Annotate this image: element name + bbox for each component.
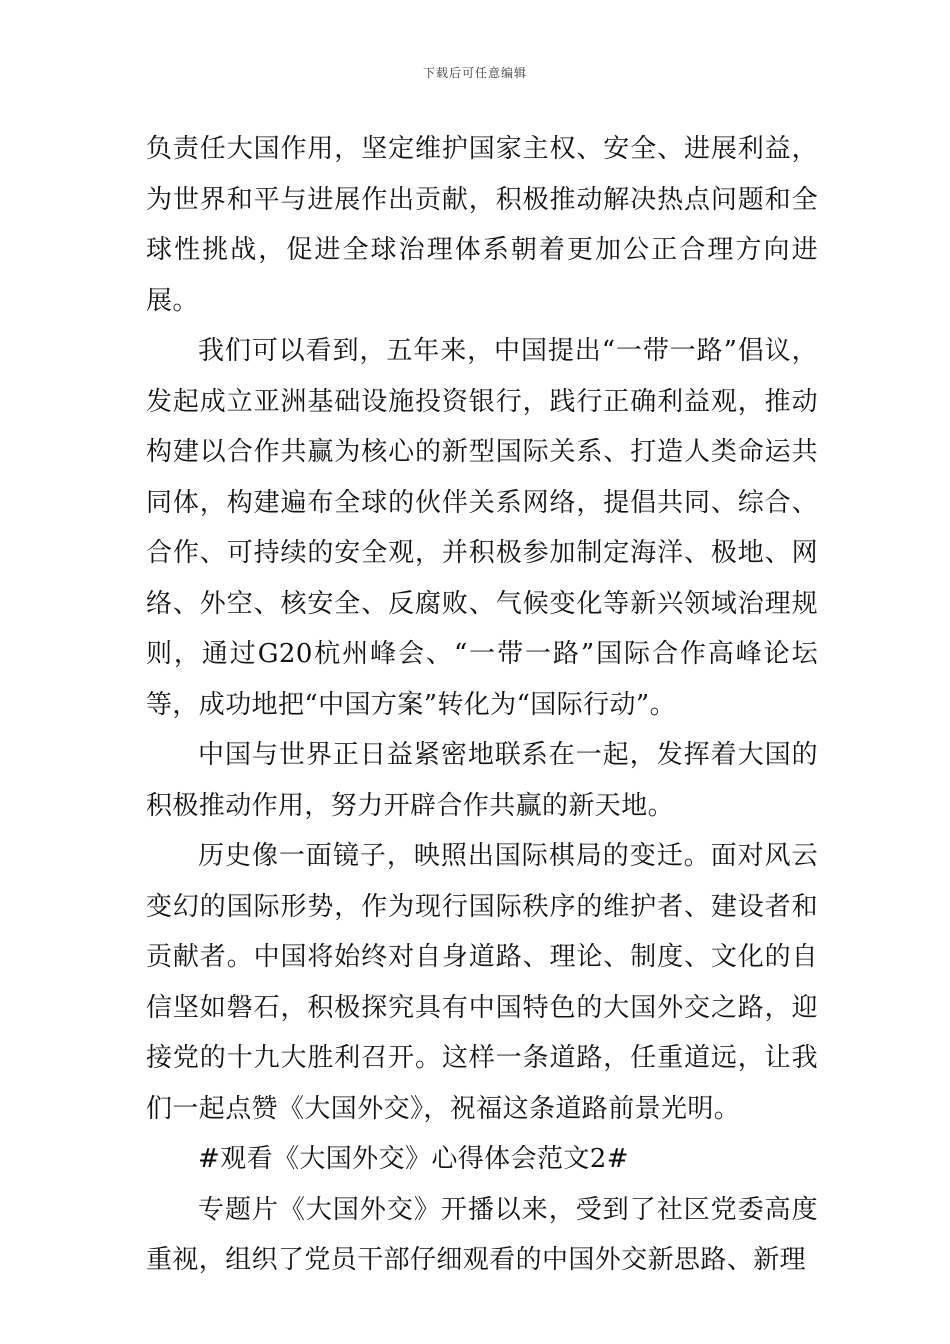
paragraph-5: 专题片《大国外交》开播以来，受到了社区党委高度重视，组织了党员干部仔细观看的中国外交新思路、新理 xyxy=(146,1194,818,1275)
header-note: 下载后可任意编辑 xyxy=(422,66,527,80)
document-body xyxy=(146,124,818,1286)
paragraph-2: 我们可以看到，五年来，中国提出“一带一路”倡议，发起成立亚洲基础设施投资银行，践行正确利益观，推动构建以合作共赢为核心的新型国际关系、打造人类命运共同体，构建遍布全球的伙伴关系网络，提倡共同、综合、合作、可持续的安全观，并积极参加制定海洋、极地、网络、外空、核安全、反腐败、气候变化等新兴领域治理规则，通过G20杭州峰会、“一带一路”国际合作高峰论坛等，成功地把“中国方案”转化为“国际行动”。 xyxy=(146,336,818,720)
paragraph-1: 负责任大国作用，坚定维护国家主权、安全、进展利益，为世界和平与进展作出贡献，积极推动解决热点问题和全球性挑战，促进全球治理体系朝着更加公正合理方向进展。 xyxy=(146,134,818,316)
section-heading: #观看《大国外交》心得体会范文2# xyxy=(198,1144,629,1174)
paragraph-4: 历史像一面镜子，映照出国际棋局的变迁。面对风云变幻的国际形势，作为现行国际秩序的维护者、建设者和贡献者。中国将始终对自身道路、理论、制度、文化的自信坚如磐石，积极探究具有中国特色的大国外交之路，迎接党的十九大胜利召开。这样一条道路，任重道远，让我们一起点赞《大国外交》，祝福这条道路前景光明。 xyxy=(146,841,818,1124)
paragraph-3: 中国与世界正日益紧密地联系在一起，发挥着大国的积极推动作用，努力开辟合作共赢的新天地。 xyxy=(146,740,818,821)
